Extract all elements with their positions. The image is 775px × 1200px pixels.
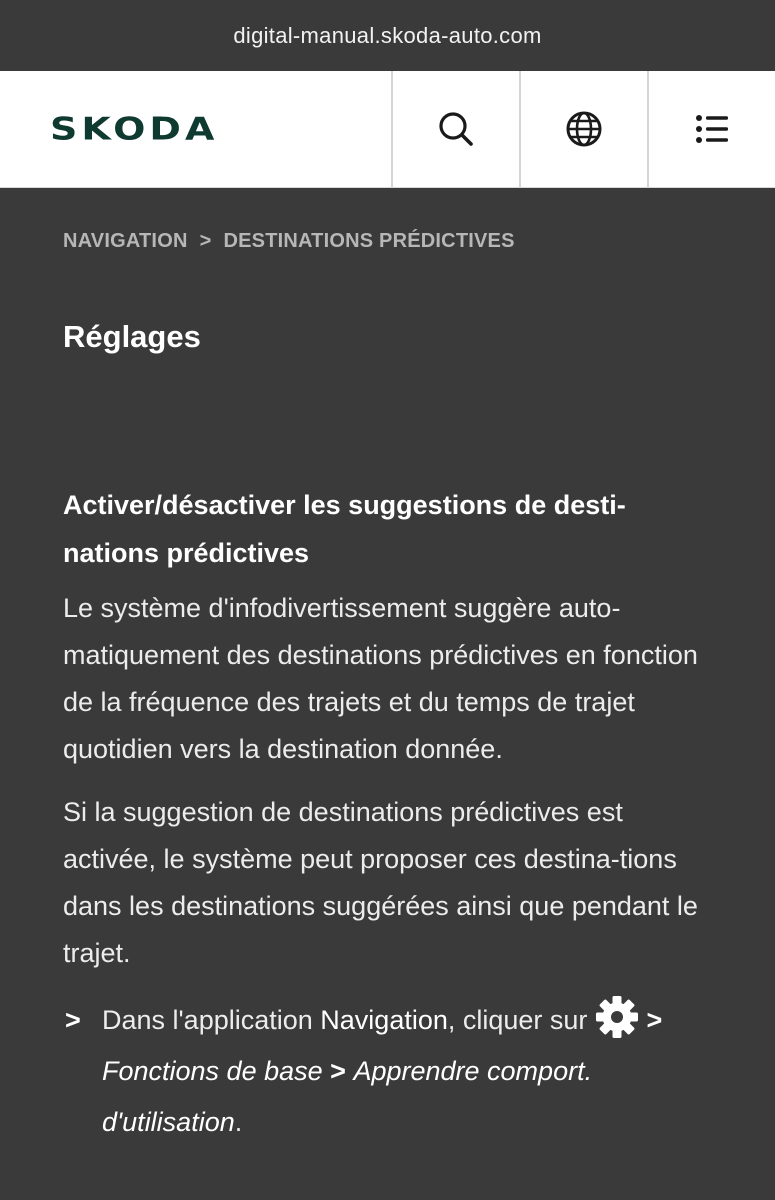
menu-button[interactable] (647, 71, 775, 187)
section-title: Activer/désactiver les suggestions de desti-nations prédictives (63, 490, 626, 568)
globe-icon (564, 109, 604, 149)
step-middle: , cliquer sur (447, 1005, 588, 1035)
paragraph-intro: Le système d'infodivertissement suggère auto-matiquement des destinations prédictives en fonction de la fréquence des trajets et du temps de trajet quotidien vers la destination donnée. (63, 593, 698, 764)
step-separator-2: > (330, 1056, 346, 1086)
breadcrumb (63, 230, 712, 253)
step-bullet: > (65, 1005, 81, 1035)
step-prefix: Dans l'application (102, 1005, 313, 1035)
breadcrumb-current[interactable]: DESTINATIONS PRÉDICTIVES (223, 230, 515, 252)
logo-area[interactable] (0, 71, 391, 187)
breadcrumb-separator: > (199, 230, 212, 252)
step-app-name: Navigation (320, 1005, 448, 1035)
step-separator-1: > (646, 1005, 663, 1035)
instruction-step (63, 995, 732, 1148)
search-button[interactable] (391, 71, 519, 187)
url-text: digital-manual.skoda-auto.com (233, 22, 542, 48)
list-menu-icon (692, 109, 732, 149)
paragraph-details: Si la suggestion de destinations prédictives est activée, le système peut proposer ces destina-tions dans les destinations suggérées ainsi que pendant le trajet. (63, 797, 698, 968)
breadcrumb-navigation-link[interactable]: NAVIGATION (63, 230, 188, 252)
browser-url-bar[interactable] (0, 0, 775, 71)
step-end: . (234, 1107, 243, 1137)
gear-icon (595, 995, 639, 1039)
step-item-basic-functions: Fonctions de base (102, 1056, 323, 1086)
search-icon (436, 109, 476, 149)
site-header (0, 71, 775, 188)
page-title: Réglages (63, 319, 201, 354)
main-content (0, 230, 775, 1148)
skoda-logo: SKODA (50, 110, 219, 148)
language-button[interactable] (519, 71, 647, 187)
step-item-learn-behavior: Apprendre comport. d'utilisation (102, 1056, 593, 1137)
